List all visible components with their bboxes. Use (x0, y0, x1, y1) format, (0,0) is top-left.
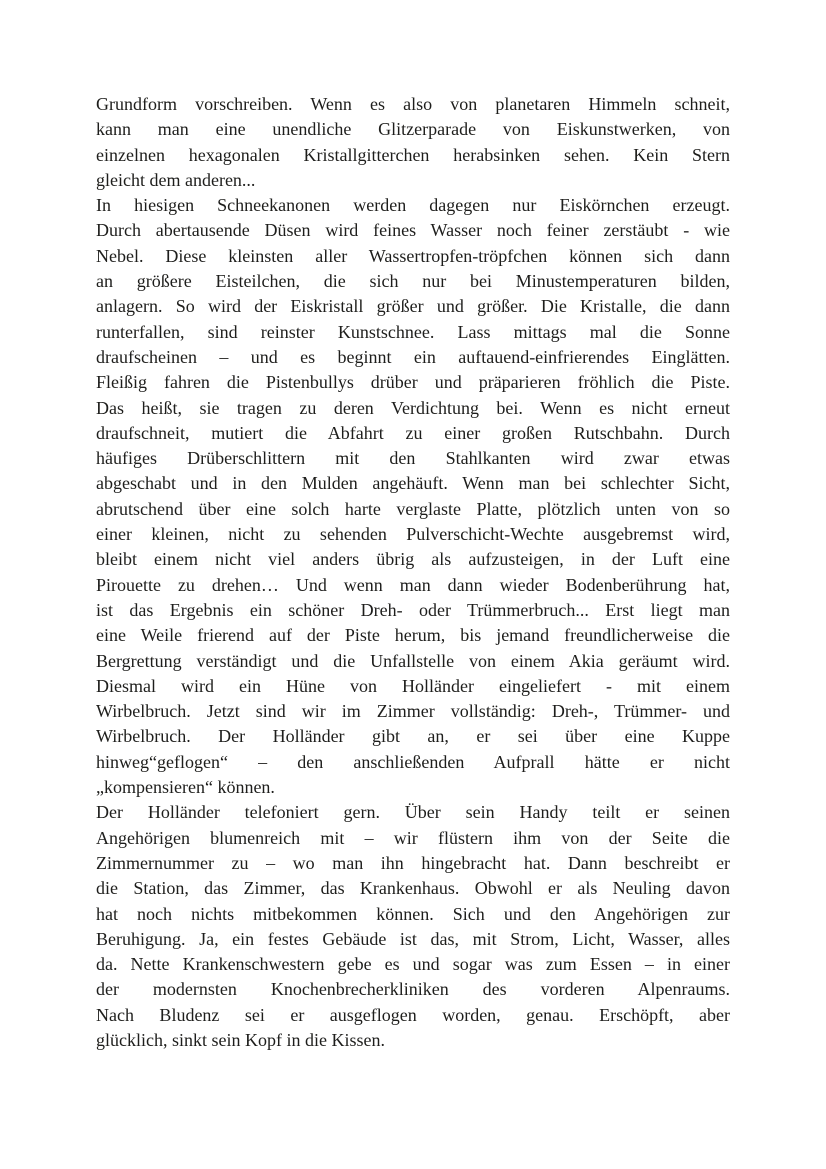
text-line: Beruhigung. Ja, ein festes Gebäude ist das, mit Strom, Licht, Wasser, alles (96, 928, 730, 949)
text-line: anlagern. So wird der Eiskristall größer und größer. Die Kristalle, die dann (96, 296, 730, 317)
text-line: In hiesigen Schneekanonen werden dagegen nur Eiskörnchen erzeugt. (96, 195, 730, 216)
text-line: hat noch nichts mitbekommen können. Sich und den Angehörigen zur (96, 903, 730, 924)
text-line: bleibt einem nicht viel anders übrig als aufzusteigen, in der Luft eine (96, 549, 730, 570)
text-line: häufiges Drüberschlittern mit den Stahlkanten wird zwar etwas (96, 448, 730, 469)
text-line: der modernsten Knochenbrecherkliniken des vorderen Alpenraums. (96, 979, 730, 1000)
text-line: abgeschabt und in den Mulden angehäuft. Wenn man bei schlechter Sicht, (96, 473, 730, 494)
paragraph (96, 193, 730, 800)
text-line: einzelnen hexagonalen Kristallgitterchen herabsinken sehen. Kein Stern (96, 144, 730, 165)
paragraph (96, 800, 730, 1053)
text-line: hinweg“geflogen“ – den anschließenden Aufprall hätte er nicht (96, 751, 730, 772)
text-line: draufscheinen – und es beginnt ein auftauend-einfrierendes Einglätten. (96, 346, 730, 367)
text-line: „kompensieren“ können. (96, 777, 275, 798)
text-line: Bergrettung verständigt und die Unfallstelle von einem Akia geräumt wird. (96, 650, 730, 671)
text-line: Nach Bludenz sei er ausgeflogen worden, genau. Erschöpft, aber (96, 1004, 730, 1025)
text-line: die Station, das Zimmer, das Krankenhaus. Obwohl er als Neuling davon (96, 878, 730, 899)
text-line: Wirbelbruch. Der Holländer gibt an, er sei über eine Kuppe (96, 726, 730, 747)
text-line: Pirouette zu drehen… Und wenn man dann wieder Bodenberührung hat, (96, 574, 730, 595)
text-line: ist das Ergebnis ein schöner Dreh- oder Trümmerbruch... Erst liegt man (96, 599, 730, 620)
text-line: Nebel. Diese kleinsten aller Wassertropfen-tröpfchen können sich dann (96, 245, 730, 266)
text-line: einer kleinen, nicht zu sehenden Pulverschicht-Wechte ausgebremst wird, (96, 524, 730, 545)
text-line: glücklich, sinkt sein Kopf in die Kissen. (96, 1029, 385, 1050)
text-line: Angehörigen blumenreich mit – wir flüstern ihm von der Seite die (96, 827, 730, 848)
text-line: Der Holländer telefoniert gern. Über sein Handy teilt er seinen (96, 802, 730, 823)
text-line: Fleißig fahren die Pistenbullys drüber und präparieren fröhlich die Piste. (96, 372, 730, 393)
text-line: kann man eine unendliche Glitzerparade von Eiskunstwerken, von (96, 119, 730, 140)
text-line: Durch abertausende Düsen wird feines Wasser noch feiner zerstäubt - wie (96, 220, 730, 241)
text-line: draufschneit, mutiert die Abfahrt zu einer großen Rutschbahn. Durch (96, 422, 730, 443)
text-line: Zimmernummer zu – wo man ihn hingebracht hat. Dann beschreibt er (96, 852, 730, 873)
body-text (96, 92, 730, 1053)
text-line: runterfallen, sind reinster Kunstschnee. Lass mittags mal die Sonne (96, 321, 730, 342)
text-line: Wirbelbruch. Jetzt sind wir im Zimmer vollständig: Dreh-, Trümmer- und (96, 701, 730, 722)
text-line: abrutschend über eine solch harte verglaste Platte, plötzlich unten von so (96, 498, 730, 519)
paragraph (96, 92, 730, 193)
text-line: da. Nette Krankenschwestern gebe es und sogar was zum Essen – in einer (96, 954, 730, 975)
text-line: Grundform vorschreiben. Wenn es also von planetaren Himmeln schneit, (96, 94, 730, 114)
text-line: Das heißt, sie tragen zu deren Verdichtung bei. Wenn es nicht erneut (96, 397, 730, 418)
text-line: an größere Eisteilchen, die sich nur bei Minustemperaturen bilden, (96, 271, 730, 292)
text-line: Diesmal wird ein Hüne von Holländer eingeliefert - mit einem (96, 675, 730, 696)
text-line: gleicht dem anderen... (96, 169, 256, 190)
text-line: eine Weile frierend auf der Piste herum, bis jemand freundlicherweise die (96, 625, 730, 646)
